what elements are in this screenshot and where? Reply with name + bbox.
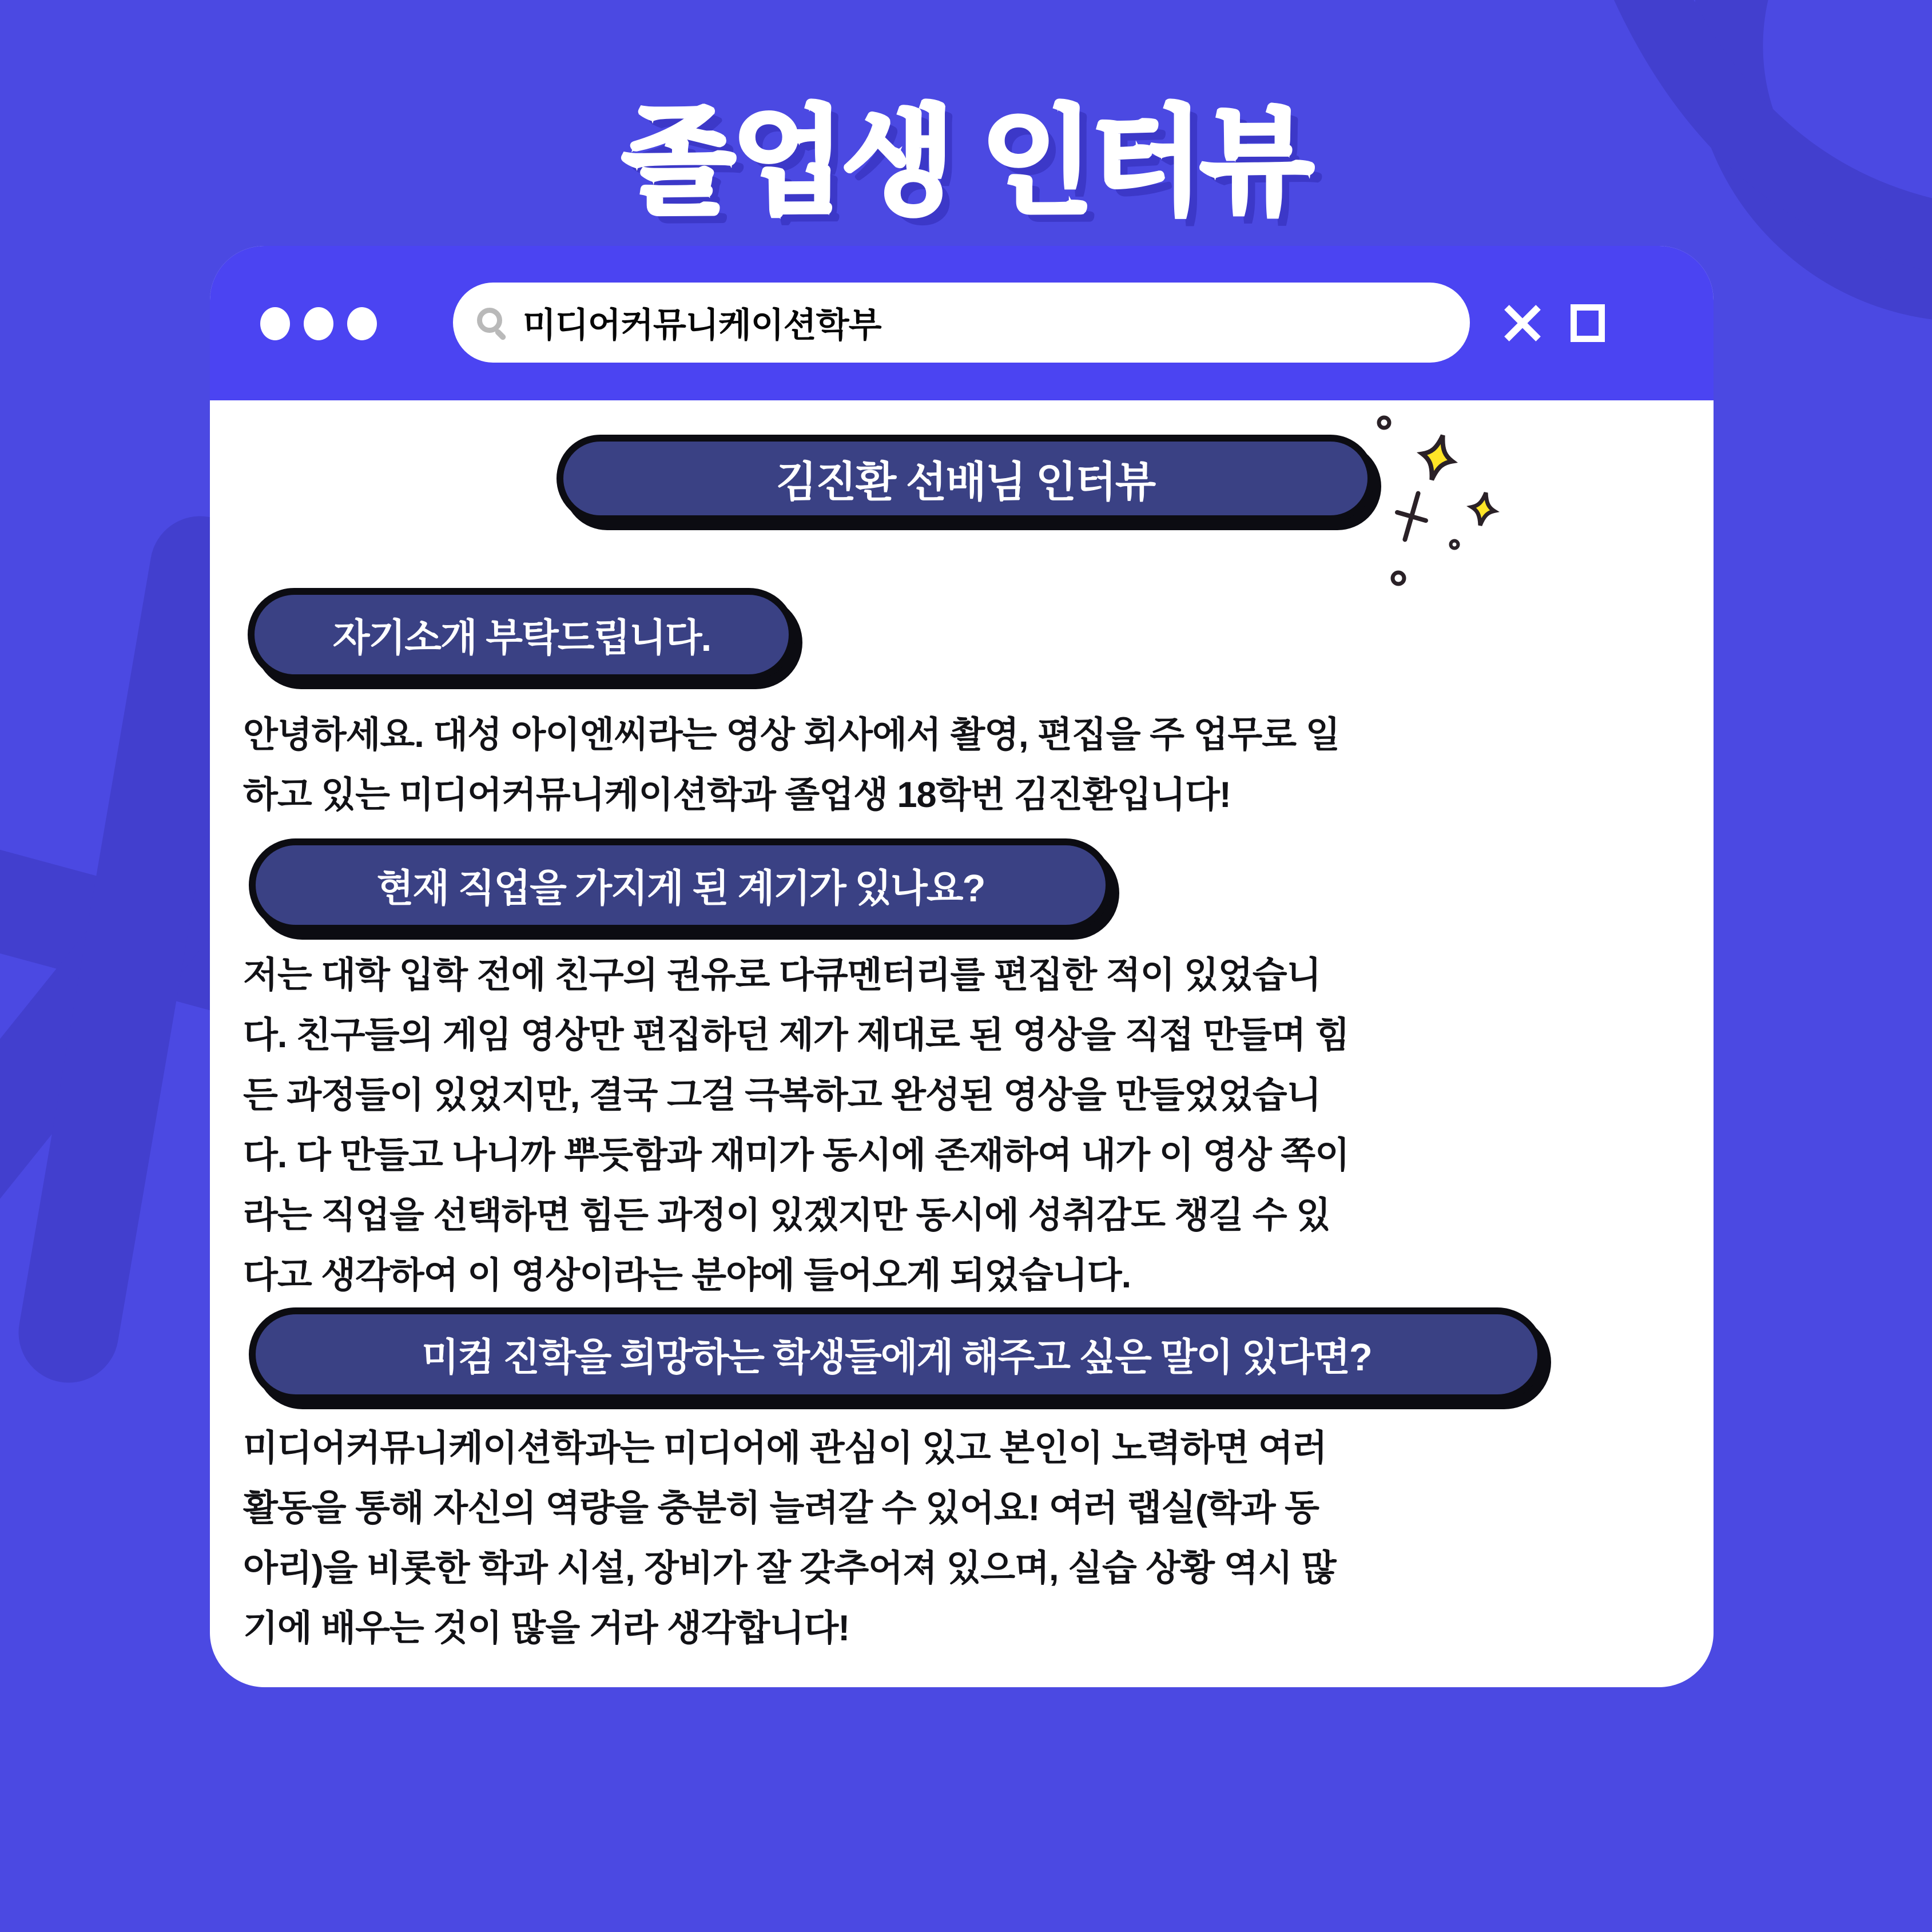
sparkle-circle-icon (1379, 418, 1389, 428)
sparkle-cross-icon (1390, 489, 1432, 543)
answer-line: 안녕하세요. 대성 아이엔씨라는 영상 회사에서 촬영, 편집을 주 업무로 일 (243, 715, 1340, 755)
answer-line: 다. 친구들의 게임 영상만 편집하던 제가 제대로 된 영상을 직접 만들며 힘 (243, 1015, 1349, 1055)
sparkles-decoration (1359, 406, 1554, 623)
answer-line: 활동을 통해 자신의 역량을 충분히 늘려갈 수 있어요! 여러 랩실(학과 동 (243, 1488, 1319, 1528)
search-icon (477, 308, 507, 337)
window-controls (1503, 246, 1605, 400)
window-dot-icon[interactable] (347, 307, 377, 340)
answer-text (243, 945, 1349, 1306)
question-pill: 미컴 진학을 희망하는 학생들에게 해주고 싶은 말이 있다면? (249, 1307, 1544, 1401)
sparkle-circle-icon (1393, 573, 1404, 584)
question-pill: 현재 직업을 가지게 된 계기가 있나요? (249, 838, 1112, 932)
search-input[interactable] (523, 303, 1409, 343)
answer-line: 미디어커뮤니케이션학과는 미디어에 관심이 있고 본인이 노력하면 여러 (243, 1428, 1327, 1468)
page-title: 졸업생 인터뷰 (622, 97, 1310, 228)
answer-line: 든 과정들이 있었지만, 결국 그걸 극복하고 완성된 영상을 만들었었습니 (243, 1075, 1321, 1115)
answer-line: 라는 직업을 선택하면 힘든 과정이 있겠지만 동시에 성취감도 챙길 수 있 (243, 1195, 1330, 1235)
maximize-icon[interactable] (1571, 304, 1605, 342)
sparkle-diamond-icon (1417, 432, 1458, 484)
interview-title-badge: 김진환 선배님 인터뷰 (556, 435, 1374, 522)
answer-line: 저는 대학 입학 전에 친구의 권유로 다큐멘터리를 편집한 적이 있었습니 (243, 955, 1321, 995)
browser-window (210, 246, 1714, 1687)
answer-line: 다고 생각하여 이 영상이라는 분야에 들어오게 되었습니다. (243, 1255, 1131, 1295)
answer-line: 기에 배우는 것이 많을 거라 생각합니다! (243, 1608, 850, 1648)
answer-line: 아리)을 비롯한 학과 시설, 장비가 잘 갖추어져 있으며, 실습 상황 역시 많 (243, 1548, 1336, 1588)
answer-text (243, 1418, 1336, 1659)
window-dot-icon[interactable] (260, 307, 290, 340)
answer-line: 다. 다 만들고 나니까 뿌듯함과 재미가 동시에 존재하여 내가 이 영상 쪽이 (243, 1135, 1349, 1175)
close-icon[interactable] (1503, 304, 1541, 342)
window-dot-icon[interactable] (304, 307, 333, 340)
question-pill: 자기소개 부탁드립니다. (248, 588, 796, 681)
sparkle-diamond-icon (1469, 491, 1497, 527)
answer-text (243, 705, 1339, 825)
sparkle-circle-icon (1451, 541, 1458, 548)
search-bar[interactable] (453, 283, 1470, 363)
window-dots (260, 307, 377, 340)
browser-header (210, 246, 1714, 400)
answer-line: 하고 있는 미디어커뮤니케이션학과 졸업생 18학번 김진환입니다! (243, 775, 1231, 815)
